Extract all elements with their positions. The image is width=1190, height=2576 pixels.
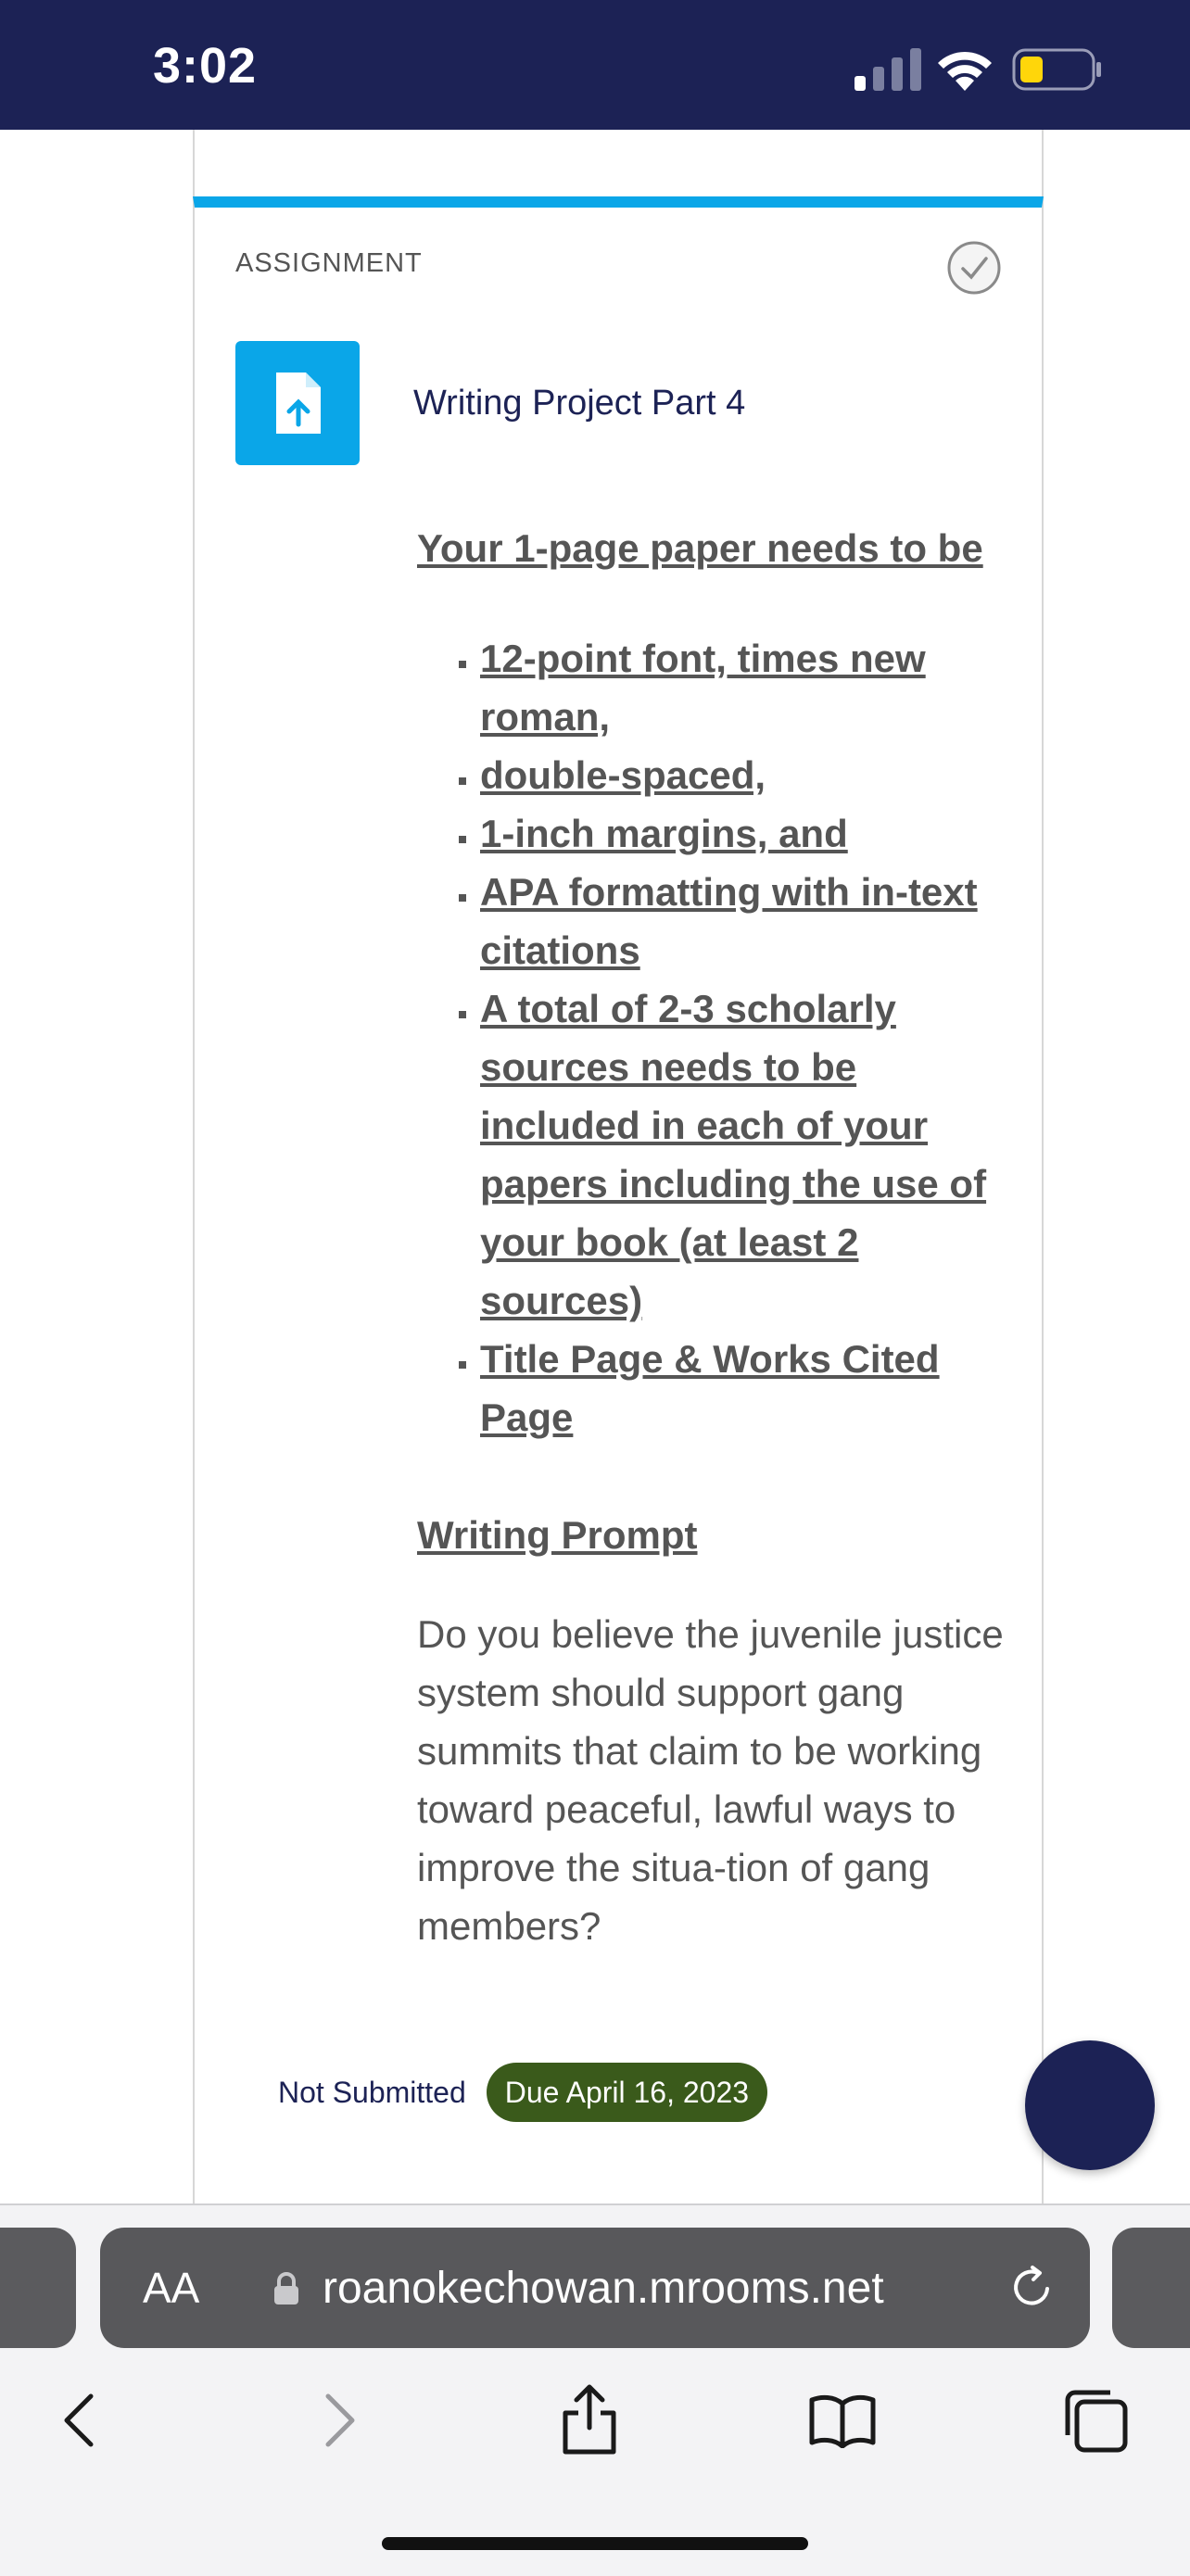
assignment-title[interactable]: Writing Project Part 4	[413, 384, 746, 423]
floating-action-button[interactable]	[1025, 2040, 1155, 2170]
browser-bottom-bar	[0, 2203, 1190, 2576]
lock-icon	[272, 2272, 300, 2305]
wifi-icon	[936, 46, 994, 93]
checkmark-icon[interactable]	[947, 241, 1001, 295]
next-tab-preview[interactable]	[1112, 2228, 1190, 2348]
back-icon[interactable]	[59, 2391, 100, 2450]
share-icon[interactable]	[560, 2381, 619, 2456]
due-date-badge: Due April 16, 2023	[487, 2063, 767, 2122]
reader-options-button[interactable]: AA	[143, 2264, 200, 2312]
battery-icon	[1012, 48, 1103, 91]
submission-status: Not Submitted	[278, 2075, 466, 2109]
requirement-item: ▪ 12-point font, times new roman,	[480, 629, 992, 746]
file-upload-icon	[272, 371, 323, 436]
prompt-text: Do you believe the juvenile justice system should support gang summits that claim to be working toward peaceful, lawful ways to improve the situa-tion of gang members?	[417, 1612, 1004, 1948]
assignment-status-row	[278, 2063, 767, 2122]
page-content	[0, 130, 1190, 2205]
bookmarks-icon[interactable]	[808, 2393, 877, 2448]
activity-type-label: ASSIGNMENT	[235, 248, 423, 278]
home-indicator	[382, 2537, 808, 2550]
status-time: 3:02	[153, 38, 258, 94]
requirements-list	[417, 629, 992, 1446]
requirement-item: ▪ Title Page & Works Cited Page	[480, 1330, 992, 1446]
requirement-item: ▪ double-spaced,	[480, 746, 992, 804]
status-bar	[0, 0, 1190, 130]
tabs-icon[interactable]	[1062, 2387, 1129, 2454]
assignment-tile[interactable]	[235, 341, 360, 465]
assignment-description	[417, 519, 1004, 1955]
requirement-item: ▪ A total of 2-3 scholarly sources needs to be included in each of your papers including the use of your book (at least 2 sources)	[480, 979, 992, 1330]
address-bar[interactable]	[100, 2228, 1090, 2348]
reload-icon[interactable]	[1006, 2261, 1058, 2313]
requirement-item: ▪ APA formatting with in-text citations	[480, 863, 992, 979]
prompt-heading: Writing Prompt	[417, 1513, 698, 1557]
previous-tab-preview[interactable]	[0, 2228, 76, 2348]
requirement-item: ▪ 1-inch margins, and	[480, 804, 992, 863]
url-text[interactable]: roanokechowan.mrooms.net	[323, 2264, 884, 2313]
requirements-intro: Your 1-page paper needs to be	[417, 526, 983, 570]
forward-icon[interactable]	[319, 2391, 360, 2450]
assignment-card	[193, 196, 1044, 2205]
signal-icon	[855, 48, 921, 91]
